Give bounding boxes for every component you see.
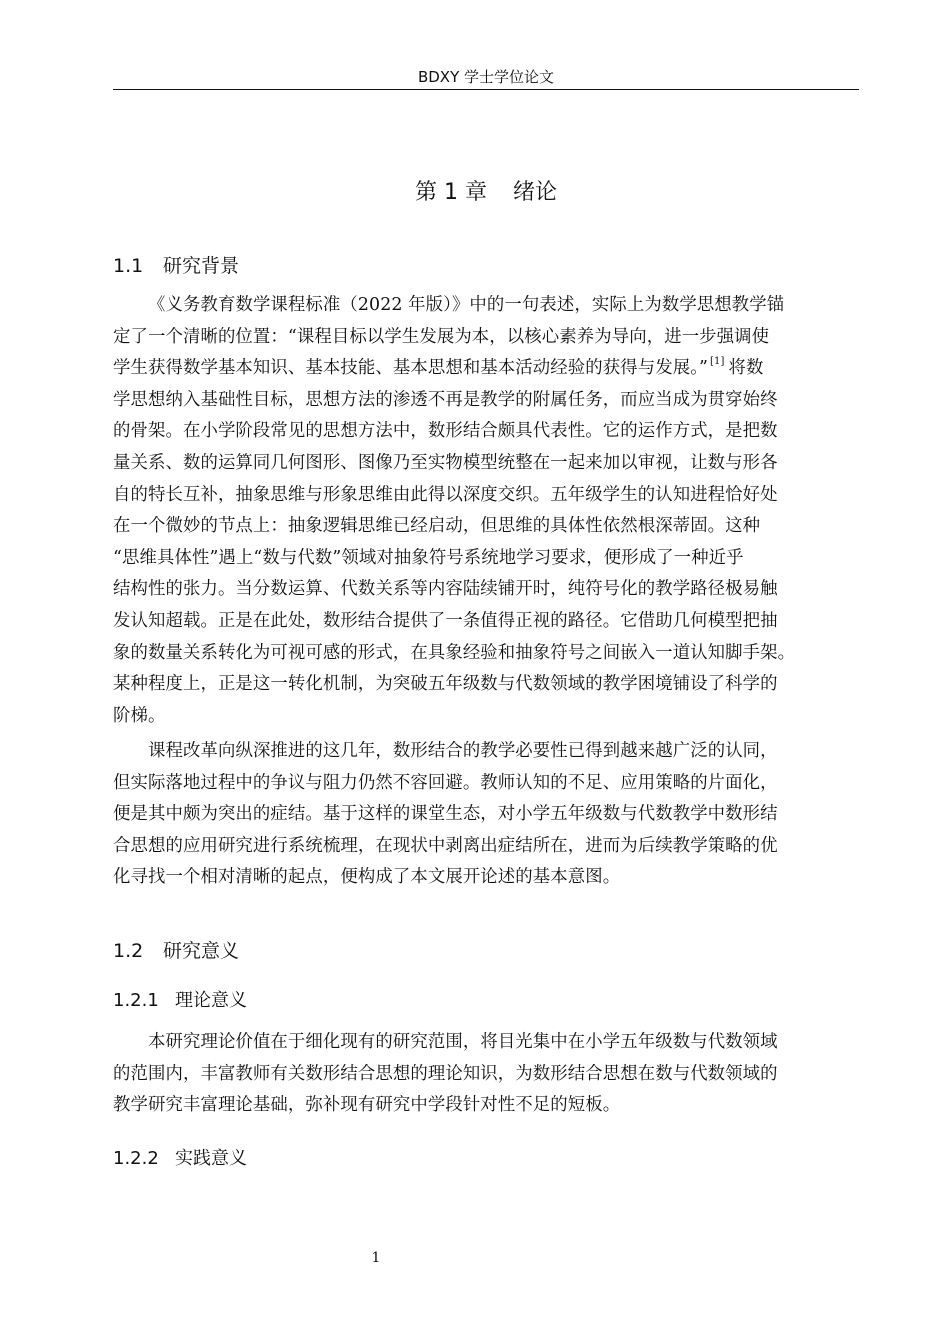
subsection-title: 实践意义 <box>175 1148 247 1169</box>
subsection-number: 1.2.1 <box>113 990 159 1011</box>
section-number: 1.2 <box>113 940 144 962</box>
text-line: 化寻找一个相对清晰的起点，便构成了本文展开论述的基本意图。 <box>113 867 621 888</box>
text-line: 《义务教育数学课程标准（2022 年版）》中的一句表述，实际上为数学思想教学锚 <box>148 295 785 315</box>
text-line: 某种程度上，正是这一转化机制，为突破五年级数与代数领域的教学困境铺设了科学的 <box>113 674 778 695</box>
background-paragraph-1 <box>113 290 859 732</box>
text-line: 便是其中颇为突出的症结。基于这样的课堂生态，对小学五年级数与代数教学中数形结 <box>113 804 778 825</box>
text-line: “思维具体性”遇上“数与代数”领域对抽象符号系统地学习要求，便形成了一种近乎 <box>113 547 744 568</box>
page-number: 1 <box>371 1250 381 1266</box>
subsection-heading-1-2-1 <box>113 987 247 1015</box>
section-heading-1-1 <box>113 251 239 281</box>
text-segment: 学生获得数学基本知识、基本技能、基本思想和基本活动经验的获得与发展。” <box>113 358 708 379</box>
section-heading-1-2 <box>113 936 239 966</box>
subsection-heading-1-2-2 <box>113 1145 247 1173</box>
text-line: 合思想的应用研究进行系统梳理，在现状中剥离出症结所在，进而为后续教学策略的优 <box>113 835 778 856</box>
running-header: BDXY 学士学位论文 <box>417 68 555 86</box>
section-number: 1.1 <box>113 255 144 277</box>
header-rule <box>113 89 859 90</box>
theory-significance-paragraph <box>113 1027 859 1122</box>
background-paragraph-2 <box>113 736 859 894</box>
text-line: 阶梯。 <box>113 705 166 726</box>
subsection-title: 理论意义 <box>175 990 247 1011</box>
text-line: 象的数量关系转化为可视可感的形式，在具象经验和抽象符号之间嵌入一道认知脚手架。 <box>113 642 796 663</box>
section-title: 研究意义 <box>163 940 240 962</box>
text-line: 学思想纳入基础性目标，思想方法的渗透不再是教学的附属任务，而应当成为贯穿始终 <box>113 389 778 410</box>
subsection-number: 1.2.2 <box>113 1148 159 1169</box>
chapter-name: 绪论 <box>512 180 557 205</box>
text-line: 量关系、数的运算同几何图形、图像乃至实物模型统整在一起来加以审视，让数与形各 <box>113 452 778 473</box>
section-title: 研究背景 <box>163 255 240 277</box>
text-segment: 将数 <box>728 358 764 379</box>
chapter-title <box>113 176 859 210</box>
text-line: 的范围内，丰富教师有关数形结合思想的理论知识，为数形结合思想在数与代数领域的 <box>113 1063 778 1084</box>
chapter-number: 第 1 章 <box>415 180 487 205</box>
text-line: 结构性的张力。当分数运算、代数关系等内容陆续铺开时，纯符号化的教学路径极易触 <box>113 579 778 600</box>
text-line <box>113 353 859 385</box>
citation-marker[interactable]: [1] <box>709 356 725 368</box>
text-line: 但实际落地过程中的争议与阻力仍然不容回避。教师认知的不足、应用策略的片面化， <box>113 772 778 793</box>
text-line: 定了一个清晰的位置：“课程目标以学生发展为本，以核心素养为导向，进一步强调使 <box>113 326 770 347</box>
text-line: 发认知超载。正是在此处，数形结合提供了一条值得正视的路径。它借助几何模型把抽 <box>113 610 778 631</box>
text-line: 课程改革向纵深推进的这几年，数形结合的教学必要性已得到越来越广泛的认同， <box>148 741 778 761</box>
text-line: 在一个微妙的节点上：抽象逻辑思维已经启动，但思维的具体性依然根深蒂固。这种 <box>113 516 761 537</box>
text-line: 的骨架。在小学阶段常见的思想方法中，数形结合颇具代表性。它的运作方式，是把数 <box>113 421 778 442</box>
text-line: 教学研究丰富理论基础，弥补现有研究中学段针对性不足的短板。 <box>113 1095 621 1116</box>
text-line: 本研究理论价值在于细化现有的研究范围，将目光集中在小学五年级数与代数领域 <box>148 1032 778 1052</box>
text-line: 自的特长互补，抽象思维与形象思维由此得以深度交织。五年级学生的认知进程恰好处 <box>113 484 778 505</box>
